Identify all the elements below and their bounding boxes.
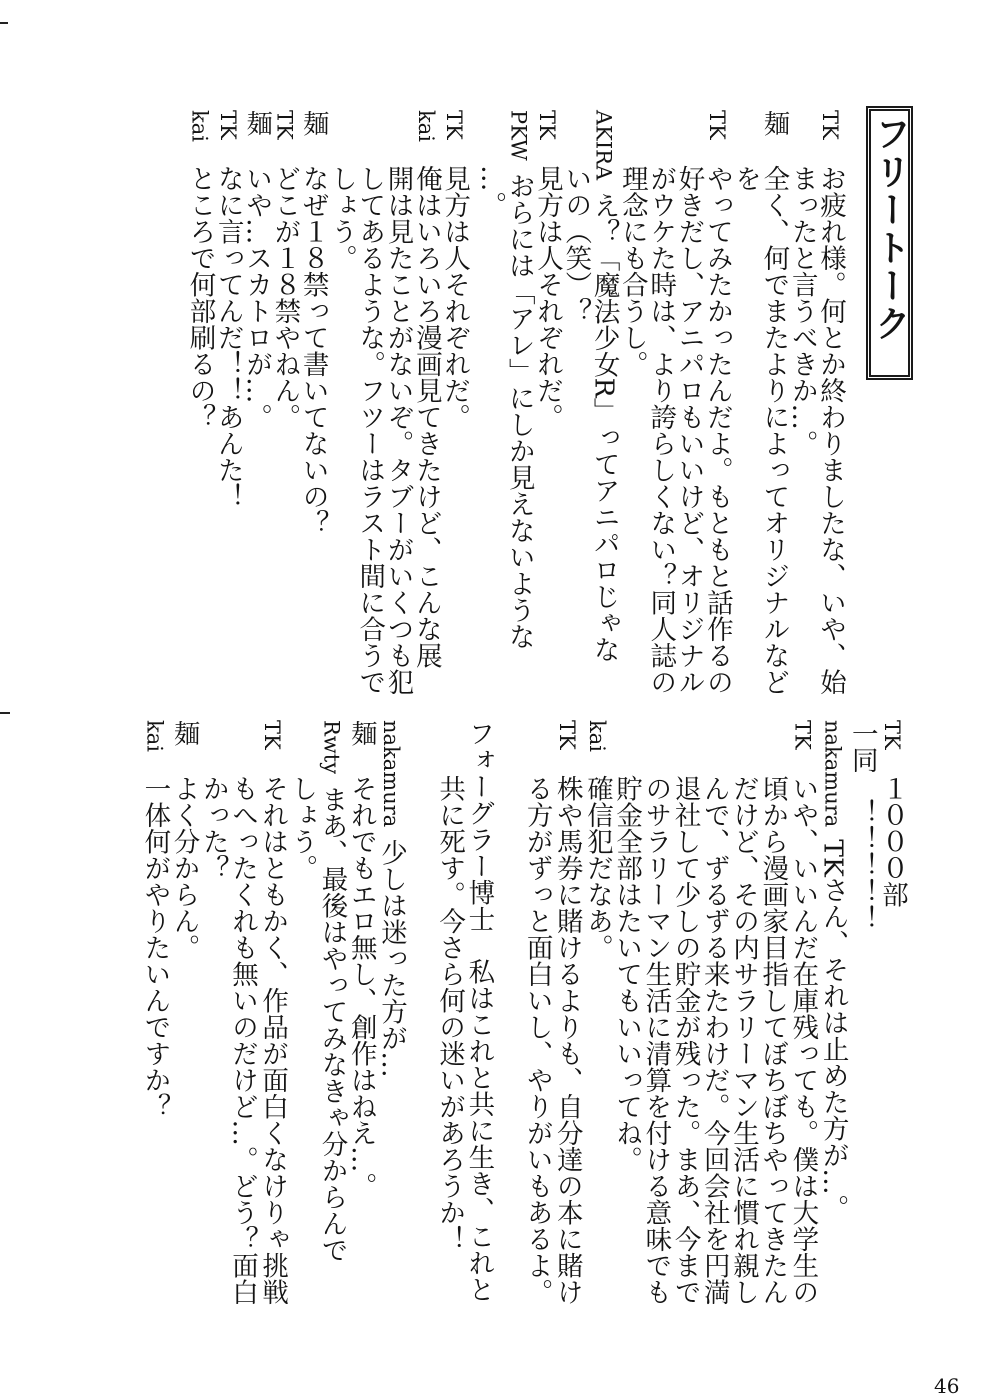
dialogue-text: なぜ１８禁って書いてないの？ [297, 165, 329, 536]
dialogue-continuation-line [670, 720, 699, 1305]
dialogue-first-line [241, 110, 273, 695]
speaker-label: TK [260, 720, 285, 750]
dialogue-first-line [139, 720, 169, 1305]
dialogue-text: 退社して少しの貯金が残った。まあ、今まで [669, 775, 701, 1305]
dialogue-first-line [347, 720, 376, 1305]
dialogue-first-line [412, 110, 440, 695]
dialogue-first-line [464, 720, 493, 1305]
dialogue-text: だけど、その内サラリーマン生活に慣れ親し [727, 775, 759, 1305]
dialogue-entry [212, 110, 244, 695]
dialogue-text: 一体何がやりたいんですか？ [139, 775, 171, 1120]
page-title: フリートーク [869, 115, 911, 343]
dialogue-text: 頃から漫画家目指してぼちぼちやってきたん [757, 775, 789, 1305]
speaker-label: TK [535, 110, 560, 140]
speaker-label: 麺 [241, 110, 273, 137]
speaker-label: 麺 [297, 110, 329, 137]
dialogue-continuation-line [354, 110, 386, 695]
page-number: 46 [934, 1374, 960, 1398]
dialogue-first-line [212, 110, 244, 695]
dialogue-text: 株や馬券に賭けるよりも、自分達の本に賭け [551, 775, 583, 1305]
dialogue-text: おらには「アレ」にしか見えないような [503, 172, 535, 650]
dialogue-first-line [877, 720, 907, 1305]
dialogue-entry [287, 720, 346, 1305]
dialogue-text: 貯金全部はたいてもいいってね。 [611, 775, 643, 1173]
dialogue-entry [848, 720, 877, 1305]
dialogue-continuation-line [645, 110, 677, 695]
dialogue-text: 好きだし、アニパロもいいけど、オリジナル [673, 165, 705, 695]
dialogue-continuation-line [618, 110, 646, 695]
dialogue-first-line [169, 720, 198, 1305]
speaker-label: kai [413, 110, 438, 142]
dialogue-text: どこが１８禁やねん。 [269, 165, 301, 430]
speaker-label: kai [584, 720, 609, 752]
speaker-label: 一同 [846, 720, 878, 773]
dialogue-entry [169, 720, 198, 1305]
speaker-label: nakamura [378, 720, 403, 828]
dialogue-text: TKさん、それは止めた方が…。 [817, 839, 849, 1222]
dialogue-text: え？「魔法少女R」ってアニパロじゃな [588, 192, 620, 663]
dialogue-text: 少しは迷った方が… [375, 839, 407, 1078]
dialogue-continuation-line [560, 110, 592, 695]
dialogue-first-line [316, 720, 346, 1305]
dialogue-text: お疲れ様。何とか終わりましたな、いや、始 [815, 165, 846, 695]
dialogue-continuation-line [673, 110, 705, 695]
dialogue-entry [612, 720, 817, 1305]
dialogue-text: ！！！！！ [846, 799, 878, 932]
dialogue-first-line [269, 110, 301, 695]
dialogue-text: いや、いいんだ在庫残っても。僕は大学生の [787, 775, 819, 1305]
speaker-label: TK [704, 110, 729, 140]
dialogue-first-line [588, 110, 620, 695]
dialogue-text: １０００部 [877, 775, 908, 908]
dialogue-continuation-line [786, 110, 818, 695]
dialogue-text: 共に死す。今さら何の迷いがあろうか！ [434, 775, 466, 1252]
dialogue-first-line [376, 720, 406, 1305]
speaker-label: kai [142, 720, 167, 752]
dialogue-entry [561, 110, 618, 695]
dialogue-first-line [503, 110, 535, 695]
dialogue-first-line [848, 720, 877, 1305]
crop-mark-middle [0, 712, 10, 714]
dialogue-text: もへったくれも無いのだけど…。どう？面白 [226, 775, 258, 1305]
dialogue-entry [877, 720, 907, 1305]
dialogue-first-line [582, 720, 612, 1305]
speaker-label: AKIRA [591, 110, 616, 181]
dialogue-entry [184, 110, 216, 695]
dialogue-continuation-line [199, 720, 228, 1305]
speaker-label: TK [554, 720, 579, 750]
dialogue-continuation-line [641, 720, 670, 1305]
dialogue-continuation-line [382, 110, 414, 695]
speaker-label: kai [187, 110, 212, 142]
speaker-label: TK [215, 110, 240, 140]
dialogue-continuation-line [700, 720, 729, 1305]
dialogue-entry [817, 720, 847, 1305]
dialogue-entry [439, 110, 471, 695]
dialogue-text: やってみたかったんだよ。もともと話作るの [701, 165, 733, 695]
speaker-label: 麺 [345, 720, 377, 747]
speaker-label: TK [790, 720, 815, 750]
speaker-label: PKW [506, 110, 531, 161]
dialogue-continuation-line [758, 720, 787, 1305]
dialogue-continuation-line [435, 720, 464, 1305]
dialogue-entry [435, 720, 493, 1305]
dialogue-entry [269, 110, 301, 695]
dialogue-text: まあ、最後はやってみなきゃ分からんで [316, 786, 348, 1264]
speaker-label: TK [818, 110, 842, 140]
dialogue-text: 見方は人それぞれだ。 [439, 165, 471, 430]
dialogue-entry [297, 110, 329, 695]
dialogue-entry [241, 110, 273, 695]
dialogue-first-line [787, 720, 817, 1305]
title-box [866, 106, 913, 380]
dialogue-text: ところで何部刷るの？ [184, 165, 216, 430]
dialogue-text: 全く、何でまたよりによってオリジナルなど [758, 165, 790, 695]
dialogue-first-line [532, 110, 564, 695]
dialogue-entry [522, 720, 581, 1305]
dialogue-text: しょう。 [286, 775, 318, 881]
speaker-label: Rwty [319, 720, 344, 775]
dialogue-first-line [439, 110, 471, 695]
dialogue-first-line [703, 110, 731, 695]
dialogue-text: しょう。 [325, 165, 357, 271]
dialogue-text: 私はこれと共に生き、これと [463, 958, 495, 1303]
dialogue-first-line [297, 110, 329, 695]
dialogue-text: を [730, 165, 762, 192]
dialogue-entry [476, 110, 533, 695]
dialogue-text: のサラリーマン生活に清算を付ける意味でも [640, 775, 672, 1305]
dialogue-continuation-line [475, 110, 507, 695]
dialogue-text: なに言ってんだ！！あんた！ [212, 165, 244, 510]
dialogue-text: 俺はいろいろ漫画見てきたけど、こんな展 [410, 165, 442, 669]
dialogue-text: かった？ [197, 775, 229, 881]
dialogue-text: んで、ずるずる来たわけだ。今回会社を円満 [698, 775, 730, 1305]
dialogue-continuation-line [612, 720, 641, 1305]
dialogue-first-line [184, 110, 216, 695]
dialogue-text: 確信犯だなあ。 [581, 775, 613, 961]
dialogue-text: それはともかく、作品が面白くなけりゃ挑戦 [257, 775, 289, 1305]
dialogue-first-line [758, 110, 790, 695]
dialogue-text: それでもエロ無し、創作はねえ…。 [345, 775, 377, 1199]
dialogue-text: がウケた時は、より誇らしくない？同人誌の [645, 165, 677, 695]
dialogue-entry [139, 720, 169, 1305]
dialogue-text: まったと言うべきか…。 [786, 165, 818, 457]
dialogue-entry [582, 720, 612, 1305]
dialogue-text: …。 [475, 165, 507, 218]
dialogue-entry [618, 110, 731, 695]
speaker-label: TK [442, 110, 467, 140]
dialogue-continuation-line [522, 720, 551, 1305]
dialogue-text: 理念にも合うし。 [616, 165, 648, 377]
speaker-label: TK [272, 110, 297, 140]
dialogue-continuation-line [327, 110, 355, 695]
dialogue-entry [327, 110, 440, 695]
dialogue-first-line [552, 720, 582, 1305]
dialogue-text: 開は見たことがないぞ。タブーがいくつも犯 [382, 165, 414, 695]
dialogue-text: 見方は人それぞれだ。 [532, 165, 564, 430]
dialogue-first-line [816, 110, 844, 695]
dialogue-block-top [185, 110, 844, 695]
dialogue-continuation-line [228, 720, 257, 1305]
crop-mark-top [0, 22, 8, 24]
dialogue-block-bottom [139, 720, 907, 1305]
dialogue-entry [199, 720, 288, 1305]
dialogue-first-line [257, 720, 287, 1305]
dialogue-entry [731, 110, 788, 695]
dialogue-continuation-line [287, 720, 316, 1305]
dialogue-text: してあるような。フツーはラスト間に合うで [354, 165, 386, 695]
dialogue-entry [376, 720, 406, 1305]
speaker-label: フォーグラー博士 [463, 720, 495, 932]
speaker-label: 麺 [168, 720, 200, 747]
dialogue-text: よく分からん。 [168, 775, 200, 961]
dialogue-entry [532, 110, 564, 695]
speaker-label: 麺 [758, 110, 790, 137]
dialogue-text: る方がずっと面白いし、やりがいもあるよ。 [521, 775, 553, 1305]
speaker-label: TK [880, 720, 904, 750]
dialogue-first-line [817, 720, 847, 1305]
dialogue-text: いや…スカトロが…。 [241, 165, 273, 430]
dialogue-text: いの（笑）？ [560, 165, 592, 324]
dialogue-continuation-line [730, 110, 762, 695]
dialogue-entry [787, 110, 844, 695]
dialogue-continuation-line [729, 720, 758, 1305]
speaker-label: nakamura [820, 720, 845, 828]
dialogue-entry [347, 720, 376, 1305]
